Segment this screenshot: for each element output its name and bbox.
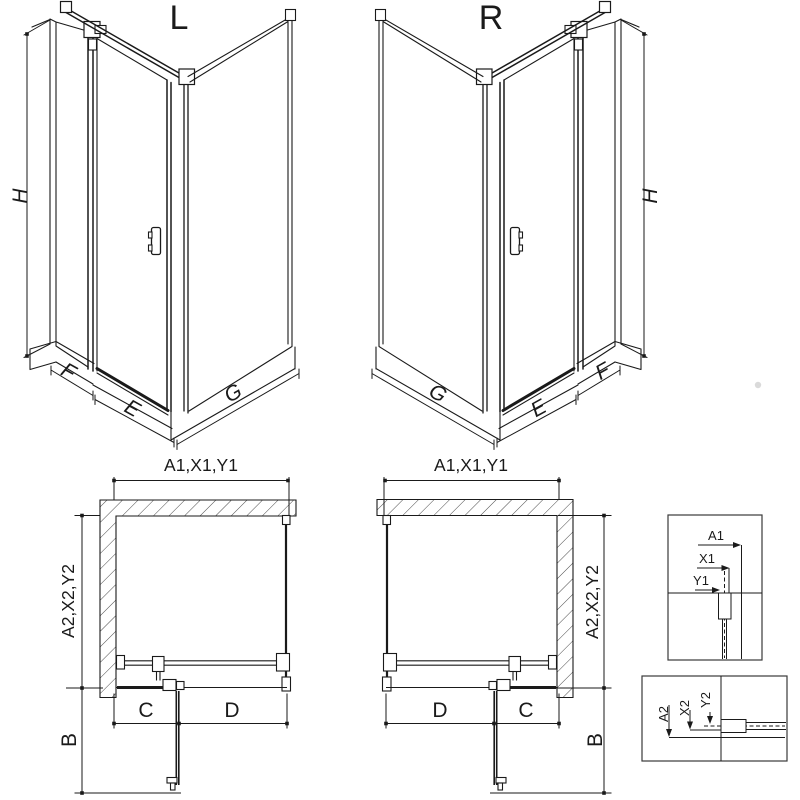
plan-right-door-segment-label: C xyxy=(518,699,534,722)
plan-left-depth-dim-label: A2,X2,Y2 xyxy=(58,564,78,638)
plan-right-fixed-segment-label: D xyxy=(432,699,448,722)
plan-left-drawing xyxy=(58,455,296,795)
plan-left-wall-hatch xyxy=(100,500,296,698)
plan-right-width-dim-label: A1,X1,Y1 xyxy=(434,455,508,475)
plan-left-door-swing-label: B xyxy=(58,732,81,748)
iso-left-wall-depth-dim-label: F xyxy=(57,358,80,385)
detail-y1-label: Y1 xyxy=(693,573,709,588)
detail-a1-label: A1 xyxy=(708,528,724,543)
detail-x1-label: X1 xyxy=(699,551,715,566)
detail-a2-label: A2 xyxy=(656,706,671,722)
detail-box-depth-profile xyxy=(642,676,787,761)
plan-left-depth-dim-lines xyxy=(66,514,181,795)
plan-left-door-segment-label: C xyxy=(138,699,154,722)
iso-right-drawing xyxy=(372,0,662,450)
plan-right-door-swing-label: B xyxy=(584,732,607,748)
iso-right-side-width-dim-label: G xyxy=(424,379,451,408)
detail-y2-label: Y2 xyxy=(698,692,713,708)
detail-box-width-profile xyxy=(668,515,762,660)
plan-right-depth-dim-label: A2,X2,Y2 xyxy=(582,565,602,639)
iso-left-height-dim-label: H xyxy=(9,188,32,204)
plan-right-depth-dim-lines xyxy=(490,514,612,795)
iso-right-height-dim-label: H xyxy=(639,188,662,204)
iso-left-title: L xyxy=(169,0,189,37)
watermark-dot xyxy=(755,382,761,388)
plan-left-width-dim-label: A1,X1,Y1 xyxy=(164,455,238,475)
plan-left-fixed-segment-label: D xyxy=(224,699,240,722)
iso-left-door-width-dim-label: E xyxy=(120,395,144,423)
iso-left-drawing xyxy=(9,0,299,450)
plan-right-wall-hatch xyxy=(377,500,573,698)
detail-x2-label: X2 xyxy=(677,700,692,716)
iso-left-side-width-dim-label: G xyxy=(220,379,247,408)
iso-right-title: R xyxy=(478,0,504,37)
iso-right-wall-depth-dim-label: F xyxy=(591,358,614,385)
iso-right-door-width-dim-label: E xyxy=(527,395,551,423)
plan-right-drawing xyxy=(377,455,612,795)
